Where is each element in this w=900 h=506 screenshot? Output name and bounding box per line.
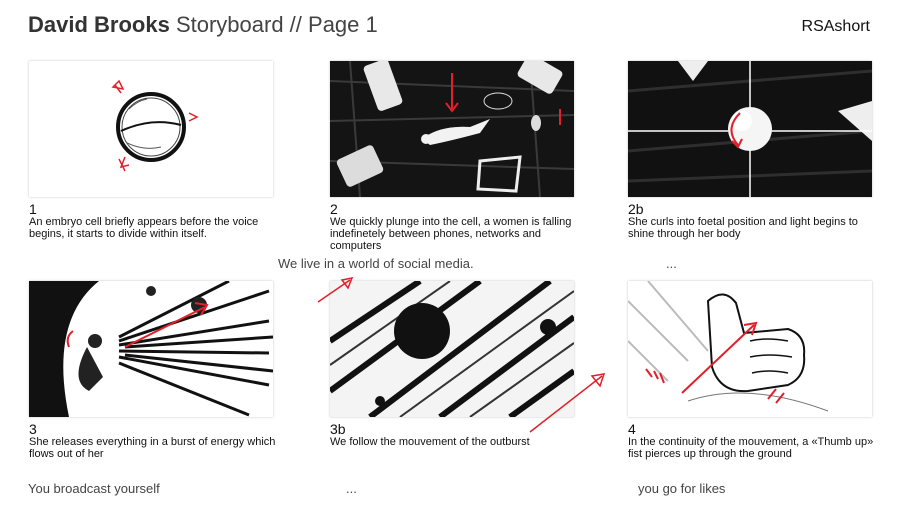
frame-2b-caption <box>628 202 878 240</box>
frame-number: 2b <box>628 201 644 217</box>
motion-arrow <box>312 274 358 308</box>
frame-2-image <box>330 61 574 197</box>
frame-number: 2 <box>330 201 338 217</box>
frame-description: She curls into foetal position and light begins to shine through her body <box>628 216 858 240</box>
voiceover-line-2: You broadcast yourself <box>28 481 160 496</box>
frame-1-image <box>29 61 273 197</box>
frame-3b-caption <box>330 422 580 448</box>
voiceover-line-1: We live in a world of social media. <box>278 256 474 271</box>
frame-3-caption <box>29 422 279 460</box>
document-label: Storyboard // Page 1 <box>175 12 378 37</box>
voiceover-ellipsis-1: ... <box>666 256 677 271</box>
author-name: David Brooks <box>28 12 170 37</box>
frame-description: We quickly plunge into the cell, a women is falling indefinetely between phones, networks and computers <box>330 216 572 252</box>
frame-2b-image <box>628 61 872 197</box>
frame-4-caption <box>628 422 878 460</box>
frame-2-caption <box>330 202 580 252</box>
page-title <box>28 12 378 38</box>
frame-description: An embryo cell briefly appears before the voice begins, it starts to divide within itself. <box>29 216 259 240</box>
frame-number: 4 <box>628 421 636 437</box>
frame-1-caption <box>29 202 279 240</box>
frame-description: We follow the mouvement of the outburst <box>330 436 530 448</box>
agency-name: RSAshort <box>801 18 870 35</box>
frame-4-image <box>628 281 872 417</box>
frame-description: She releases everything in a burst of energy which flows out of her <box>29 436 276 460</box>
frame-description: In the continuity of the mouvement, a «Thumb up» fist pierces up through the ground <box>628 436 874 460</box>
voiceover-line-3: you go for likes <box>638 481 726 496</box>
frame-number: 3b <box>330 421 346 437</box>
frame-3-image <box>29 281 273 417</box>
voiceover-ellipsis-2: ... <box>346 481 357 496</box>
frame-number: 1 <box>29 201 37 217</box>
frame-number: 3 <box>29 421 37 437</box>
